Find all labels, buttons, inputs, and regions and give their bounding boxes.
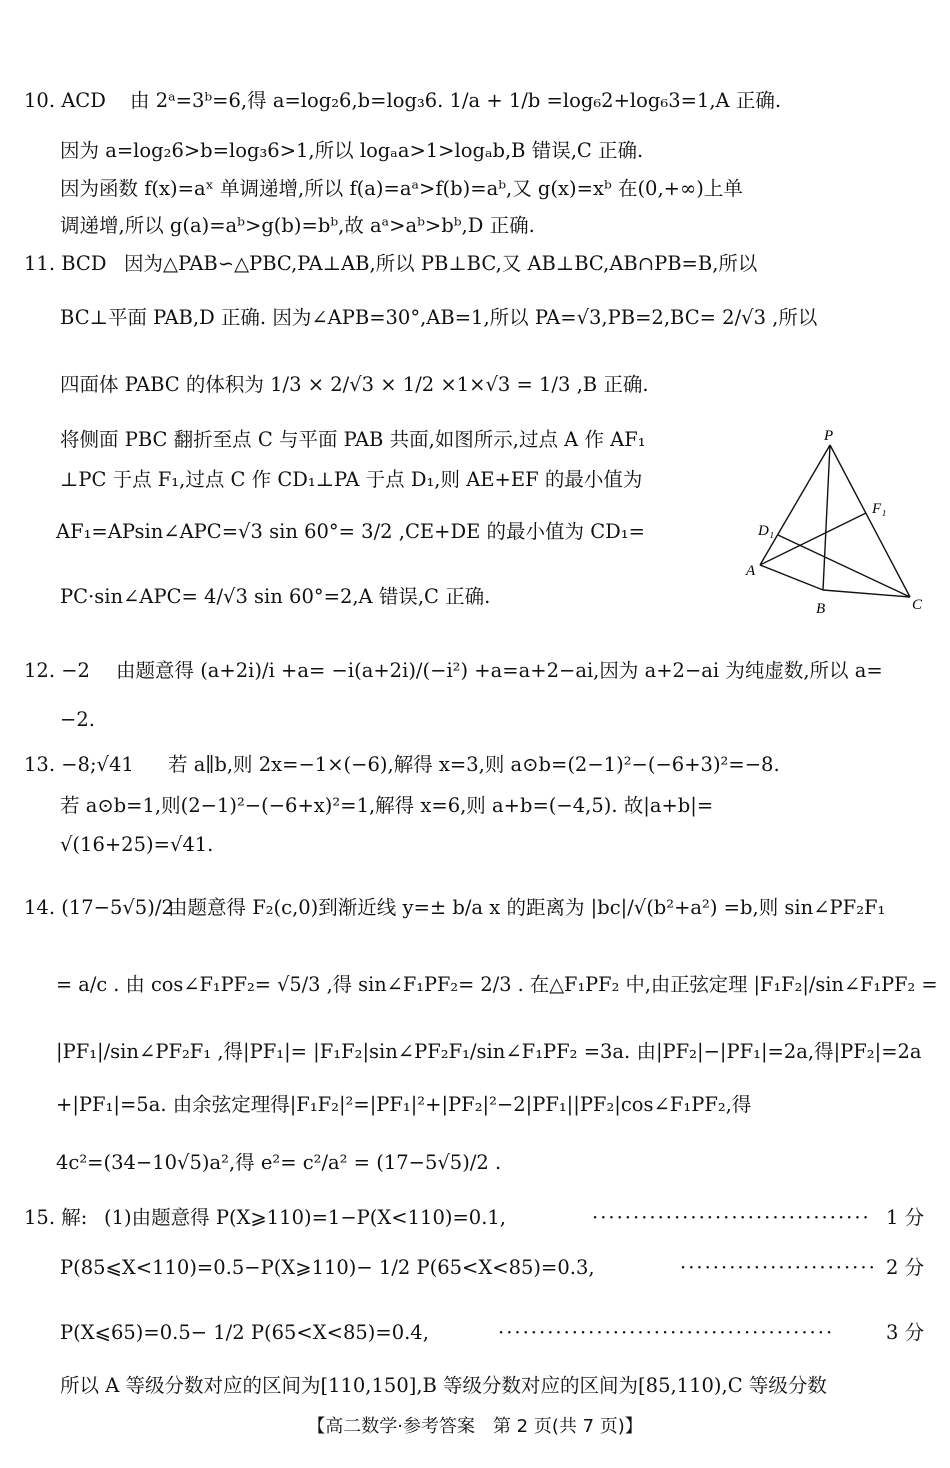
q15-score-1: 1 分 <box>886 1206 925 1229</box>
q15-number: 15. 解: <box>24 1206 88 1229</box>
q14-number: 14. (17−5√5)/2 <box>24 896 174 919</box>
q10-line-3: 因为函数 f(x)=aˣ 单调递增,所以 f(a)=aᵃ>f(b)=aᵇ,又 g(x)=xᵇ 在(0,+∞)上单 <box>60 177 743 200</box>
label-f1: F₁ <box>872 501 887 517</box>
q11-line-6: AF₁=APsin∠APC=√3 sin 60°= 3/2 ,CE+DE 的最小值为 CD₁= <box>56 520 645 543</box>
label-p: P <box>824 428 834 444</box>
q14-line-4: +|PF₁|=5a. 由余弦定理得|F₁F₂|²=|PF₁|²+|PF₂|²−2|PF₁||PF₂|cos∠F₁PF₂,得 <box>56 1093 752 1116</box>
q10-number: 10. ACD <box>24 89 106 112</box>
edge-ab <box>760 565 823 590</box>
q13-line-1: 若 a∥b,则 2x=−1×(−6),解得 x=3,则 a⊙b=(2−1)²−(−6+3)²=−8. <box>168 753 780 776</box>
segment-cd1 <box>778 535 910 597</box>
edge-pb <box>823 445 830 590</box>
q13-line-2: 若 a⊙b=1,则(2−1)²−(−6+x)²=1,解得 x=6,则 a+b=(−4,5). 故|a+b|= <box>60 794 714 817</box>
q15-score-3: 3 分 <box>886 1321 925 1344</box>
q10-line-2: 因为 a=log₂6>b=log₃6>1,所以 logₐa>1>logₐb,B 错误,C 正确. <box>60 139 644 162</box>
q15-leader-1: ·································· <box>592 1206 871 1229</box>
q11-line-4: 将侧面 PBC 翻折至点 C 与平面 PAB 共面,如图所示,过点 A 作 AF₁ <box>60 428 646 451</box>
q14-line-2: = a/c . 由 cos∠F₁PF₂= √5/3 ,得 sin∠F₁PF₂= 2/3 . 在△F₁PF₂ 中,由正弦定理 |F₁F₂|/sin∠F₁PF₂ = <box>56 973 938 996</box>
q14-line-5: 4c²=(34−10√5)a²,得 e²= c²/a² = (17−5√5)/2 . <box>56 1151 502 1174</box>
q15-line-3: P(X⩽65)=0.5− 1/2 P(65<X<85)=0.4, <box>60 1321 429 1344</box>
q11-line-7: PC·sin∠APC= 4/√3 sin 60°=2,A 错误,C 正确. <box>60 585 491 608</box>
edge-pa <box>760 445 830 565</box>
q14-line-1: 由题意得 F₂(c,0)到渐近线 y=± b/a x 的距离为 |bc|/√(b²+a²) =b,则 sin∠PF₂F₁ <box>168 896 886 919</box>
q12-number: 12. −2 <box>24 659 90 682</box>
q15-line-1: (1)由题意得 P(X⩾110)=1−P(X<110)=0.1, <box>104 1206 507 1229</box>
q13-number: 13. −8;√41 <box>24 753 134 776</box>
label-b: B <box>816 601 826 617</box>
q10-line-1: 由 2ᵃ=3ᵇ=6,得 a=log₂6,b=log₃6. 1/a + 1/b =log₆2+log₆3=1,A 正确. <box>130 89 782 112</box>
page-footer: 【高二数学·参考答案 第 2 页(共 7 页)】 <box>307 1416 643 1437</box>
q11-line-1: 因为△PAB∽△PBC,PA⊥AB,所以 PB⊥BC,又 AB⊥BC,AB∩PB=B,所以 <box>124 252 758 275</box>
edge-pc <box>830 445 910 597</box>
tetrahedron-figure <box>740 425 940 620</box>
q10-line-4: 调递增,所以 g(a)=aᵇ>g(b)=bᵇ,故 aᵃ>aᵇ>bᵇ,D 正确. <box>60 214 535 237</box>
q15-line-4: 所以 A 等级分数对应的区间为[110,150],B 等级分数对应的区间为[85,110),C 等级分数 <box>60 1374 827 1397</box>
q11-number: 11. BCD <box>24 252 107 275</box>
q12-line-2: −2. <box>60 708 95 731</box>
q13-line-3: √(16+25)=√41. <box>60 833 214 856</box>
q15-score-2: 2 分 <box>886 1256 925 1279</box>
q15-leader-3: ········································· <box>498 1321 835 1344</box>
q11-line-2: BC⊥平面 PAB,D 正确. 因为∠APB=30°,AB=1,所以 PA=√3,PB=2,BC= 2/√3 ,所以 <box>60 306 818 329</box>
q15-line-2: P(85⩽X<110)=0.5−P(X⩾110)− 1/2 P(65<X<85)=0.3, <box>60 1256 595 1279</box>
label-d1: D₁ <box>758 523 775 539</box>
label-c: C <box>912 597 923 613</box>
label-a: A <box>746 563 756 579</box>
q11-line-3: 四面体 PABC 的体积为 1/3 × 2/√3 × 1/2 ×1×√3 = 1/3 ,B 正确. <box>60 373 649 396</box>
q14-line-3: |PF₁|/sin∠PF₂F₁ ,得|PF₁|= |F₁F₂|sin∠PF₂F₁/sin∠F₁PF₂ =3a. 由|PF₂|−|PF₁|=2a,得|PF₂|=2a <box>56 1040 922 1063</box>
q12-line-1: 由题意得 (a+2i)/i +a= −i(a+2i)/(−i²) +a=a+2−ai,因为 a+2−ai 为纯虚数,所以 a= <box>116 659 883 682</box>
q11-line-5: ⊥PC 于点 F₁,过点 C 作 CD₁⊥PA 于点 D₁,则 AE+EF 的最小值为 <box>60 468 643 491</box>
q15-leader-2: ························ <box>680 1256 877 1279</box>
